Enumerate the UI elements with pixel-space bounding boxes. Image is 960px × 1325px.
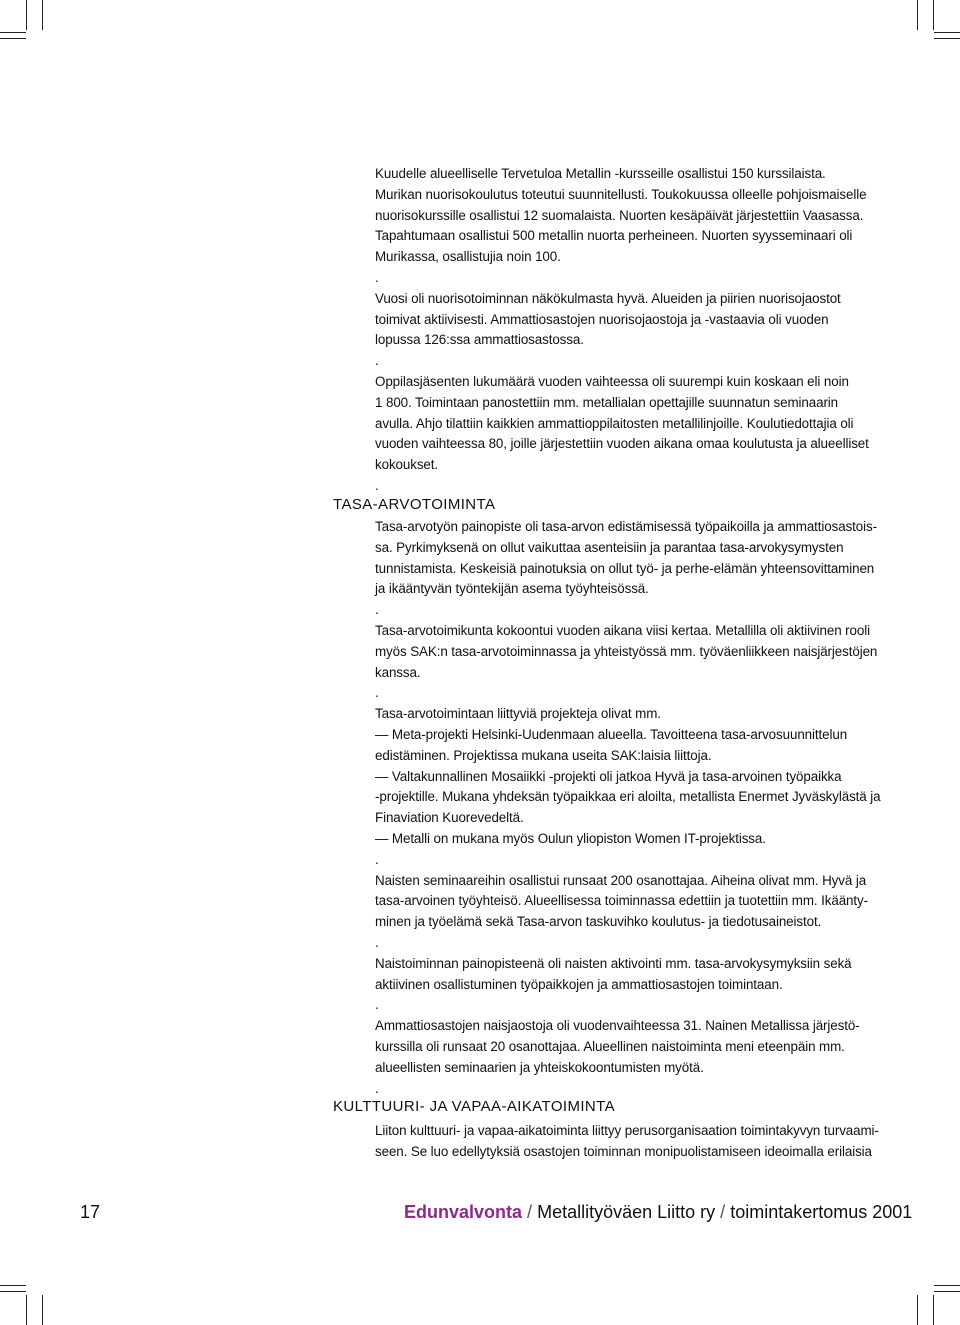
footer-separator: / — [720, 1202, 726, 1222]
paragraph-line: Ammattiosastojen naisjaostoja oli vuodenvaihteessa 31. Nainen Metallissa järjestö- — [375, 1018, 860, 1034]
paragraph-line: alueellisten seminaarien ja yhteiskokoontumisten myötä. — [375, 1059, 704, 1075]
paragraph-separator: . — [375, 997, 379, 1013]
list-item: — Meta-projekti Helsinki-Uudenmaan alueella. Tavoitteena tasa-arvosuunnittelun — [375, 726, 848, 742]
paragraph-line: Naistoiminnan painopisteenä oli naisten aktivointi mm. tasa-arvokysymyksiin sekä — [375, 955, 852, 971]
paragraph-line: kurssilla oli runsaat 20 osanottajaa. Alueellinen naistoiminta meni eteenpäin mm. — [375, 1038, 845, 1054]
section-heading-equality: TASA-ARVOTOIMINTA — [333, 496, 496, 513]
paragraph-line: tunnistamista. Keskeisiä painotuksia on ollut työ- ja perhe-elämän yhteensovittaminen — [375, 560, 875, 576]
list-item: — Metalli on mukana myös Oulun yliopiston Women IT-projektissa. — [375, 830, 766, 846]
paragraph-line: tasa-arvoinen työyhteisö. Alueellisessa toiminnassa edettiin ja tuotettiin mm. Ikäänty- — [375, 893, 868, 909]
footer-organization: Metallityöväen Liitto ry — [537, 1202, 716, 1222]
list-item: — Valtakunnallinen Mosaiikki -projekti oli jatkoa Hyvä ja tasa-arvoinen työpaikka — [375, 768, 842, 784]
paragraph-line: kanssa. — [375, 664, 421, 680]
paragraph-separator: . — [375, 353, 379, 369]
paragraph-line: nuorisokurssille osallistui 12 suomalaista. Nuorten kesäpäivät järjestettiin Vaasassa. — [375, 207, 864, 223]
footer-separator: / — [527, 1202, 533, 1222]
culture-section — [375, 1121, 895, 1163]
paragraph-line: Vuosi oli nuorisotoiminnan näkökulmasta hyvä. Alueiden ja piirien nuorisojaostot — [375, 290, 841, 306]
paragraph-line: Oppilasjäsenten lukumäärä vuoden vaihteessa oli suurempi kuin koskaan eli noin — [375, 373, 849, 389]
footer-running-title — [404, 1202, 912, 1223]
paragraph-line: myös SAK:n tasa-arvotoiminnassa ja yhteistyössä mm. työväenliikkeen naisjärjestöjen — [375, 643, 878, 659]
paragraph-separator: . — [375, 602, 379, 618]
paragraph-line: -projektille. Mukana yhdeksän työpaikkaa eri aloilta, metallista Enermet Jyväskylästä ja — [375, 789, 881, 805]
paragraph-line: vuoden vaihteessa 80, joille järjestettiin vuoden aikana omaa koulutusta ja alueelliset — [375, 436, 869, 452]
paragraph-line: lopussa 126:ssa ammattiosastossa. — [375, 332, 584, 348]
paragraph-line: 1 800. Toimintaan panostettiin mm. metallialan opettajille suunnatun seminaarin — [375, 394, 839, 410]
paragraph-line: Tapahtumaan osallistui 500 metallin nuorta perheineen. Nuorten syysseminaari oli — [375, 228, 853, 244]
paragraph-separator: . — [375, 934, 379, 950]
paragraph-line: kokoukset. — [375, 457, 439, 473]
paragraph-line: Tasa-arvotyön painopiste oli tasa-arvon edistämisessä työpaikoilla ja ammattiosastois- — [375, 519, 877, 534]
equality-section — [375, 517, 895, 1099]
section-heading-culture: KULTTUURI- JA VAPAA-AIKATOIMINTA — [333, 1098, 616, 1115]
paragraph-line: aktiivinen osallistuminen työpaikkojen ja ammattiosastojen toimintaan. — [375, 976, 783, 992]
paragraph-line: Naisten seminaareihin osallistui runsaat 200 osanottajaa. Aiheina olivat mm. Hyvä ja — [375, 872, 867, 888]
page-number: 17 — [80, 1202, 101, 1222]
paragraph-line: Kuudelle alueelliselle Tervetuloa Metallin -kursseille osallistui 150 kurssilaista. — [375, 166, 826, 181]
paragraph-line: Tasa-arvotoimintaan liittyviä projekteja olivat mm. — [375, 706, 661, 722]
paragraph-separator: . — [375, 269, 379, 285]
paragraph-line: toimivat aktiivisesti. Ammattiosastojen nuorisojaostoja ja -vastaavia oli vuoden — [375, 311, 829, 327]
paragraph-line: edistäminen. Projektissa mukana useita SAK:laisia liittoja. — [375, 747, 712, 763]
paragraph-line: Finaviation Kuorevedeltä. — [375, 810, 524, 826]
paragraph-separator: . — [375, 1080, 379, 1096]
paragraph-line: minen ja työelämä sekä Tasa-arvon taskuvihko koulutus- ja tiedotusaineistot. — [375, 914, 822, 930]
paragraph-separator: . — [375, 477, 379, 493]
paragraph-separator: . — [375, 685, 379, 701]
footer-section-name: Edunvalvonta — [404, 1202, 523, 1222]
youth-activity-section — [375, 164, 895, 497]
paragraph-line: seen. Se luo edellytyksiä osastojen toiminnan monipuolistamiseen ideoimalla erilaisia — [375, 1143, 872, 1159]
paragraph-line: Murikan nuorisokoulutus toteutui suunnitellusti. Toukokuussa olleelle pohjoismaiselle — [375, 186, 867, 202]
footer-report-title: toimintakertomus 2001 — [730, 1202, 913, 1222]
paragraph-line: Tasa-arvotoimikunta kokoontui vuoden aikana viisi kertaa. Metallilla oli aktiivinen rooli — [375, 622, 870, 638]
paragraph-separator: . — [375, 851, 379, 867]
paragraph-line: Liiton kulttuuri- ja vapaa-aikatoiminta liittyy perusorganisaation toimintakyvyn turvaami- — [375, 1123, 879, 1138]
paragraph-line: avulla. Ahjo tilattiin kaikkien ammattioppilaitosten metallilinjoille. Koulutiedottajia oli — [375, 415, 854, 431]
paragraph-line: ja ikääntyvän työntekijän asema työyhteisössä. — [375, 581, 649, 597]
paragraph-line: Murikassa, osallistujia noin 100. — [375, 249, 561, 265]
paragraph-line: sa. Pyrkimyksenä on ollut vaikuttaa asenteisiin ja parantaa tasa-arvokysymysten — [375, 539, 844, 555]
